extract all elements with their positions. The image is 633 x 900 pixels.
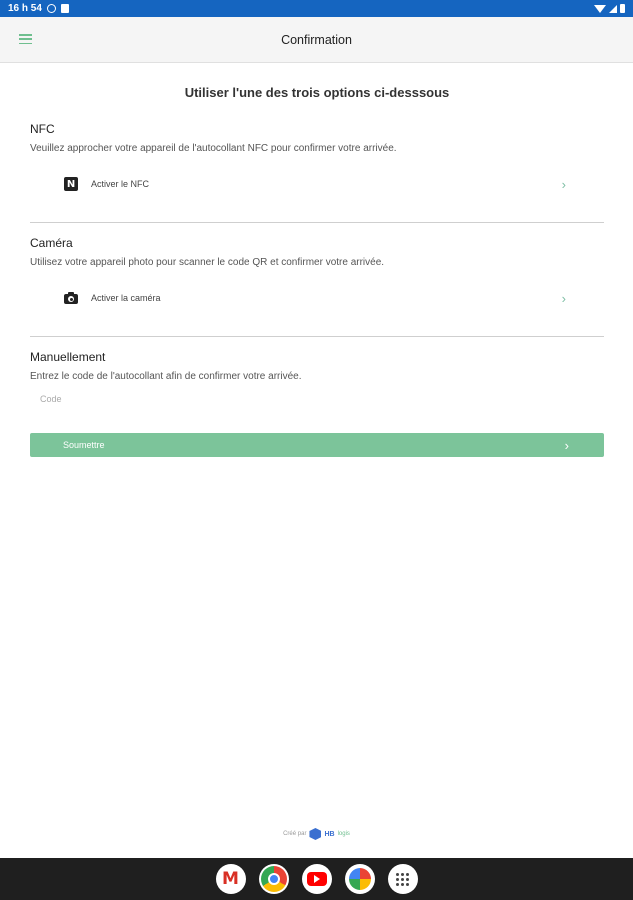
nfc-icon: N [64,177,78,191]
status-bar [0,0,633,17]
created-by-label: Créé par [283,831,307,837]
photos-icon[interactable] [345,864,375,894]
brand-suffix: logis [337,831,350,837]
signal-icon [609,5,617,13]
divider [30,336,604,337]
app-bar [0,17,633,63]
chrome-icon[interactable] [259,864,289,894]
hblogis-logo-icon [309,828,321,840]
nfc-description: Veuillez approcher votre appareil de l'autocollant NFC pour confirmer votre arrivée. [30,143,397,154]
camera-title: Caméra [30,236,73,250]
status-time: 16 h 54 [8,3,42,14]
main-content [30,63,604,412]
camera-icon [64,291,78,305]
nfc-title: NFC [30,122,55,136]
menu-icon[interactable] [19,34,32,44]
code-input[interactable] [30,386,604,412]
manual-title: Manuellement [30,350,106,364]
notification-icon [61,4,69,13]
taskbar [0,858,633,900]
wifi-icon [594,5,606,13]
manual-description: Entrez le code de l'autocollant afin de confirmer votre arrivée. [30,371,302,382]
submit-button[interactable] [30,433,604,457]
app-drawer-icon[interactable] [388,864,418,894]
chevron-right-icon: › [561,176,566,192]
chevron-right-icon: › [561,290,566,306]
battery-icon [620,4,625,13]
nfc-section [30,122,604,204]
vpn-icon [47,4,56,13]
youtube-icon[interactable] [302,864,332,894]
camera-section [30,236,604,318]
headline: Utiliser l'une des trois options ci-desssous [184,85,450,100]
divider [30,222,604,223]
footer-credit [0,828,633,840]
brand-name: HB [324,830,335,838]
page-title: Confirmation [281,32,352,47]
camera-description: Utilisez votre appareil photo pour scanner le code QR et confirmer votre arrivée. [30,257,385,268]
activate-nfc-label: Activer le NFC [91,179,150,189]
chevron-right-icon: › [564,437,569,453]
activate-camera-button[interactable] [30,278,604,318]
activate-nfc-button[interactable] [30,164,604,204]
submit-label: Soumettre [63,440,105,450]
gmail-icon[interactable]: M [216,864,246,894]
activate-camera-label: Activer la caméra [91,293,161,303]
manual-section [30,350,604,412]
